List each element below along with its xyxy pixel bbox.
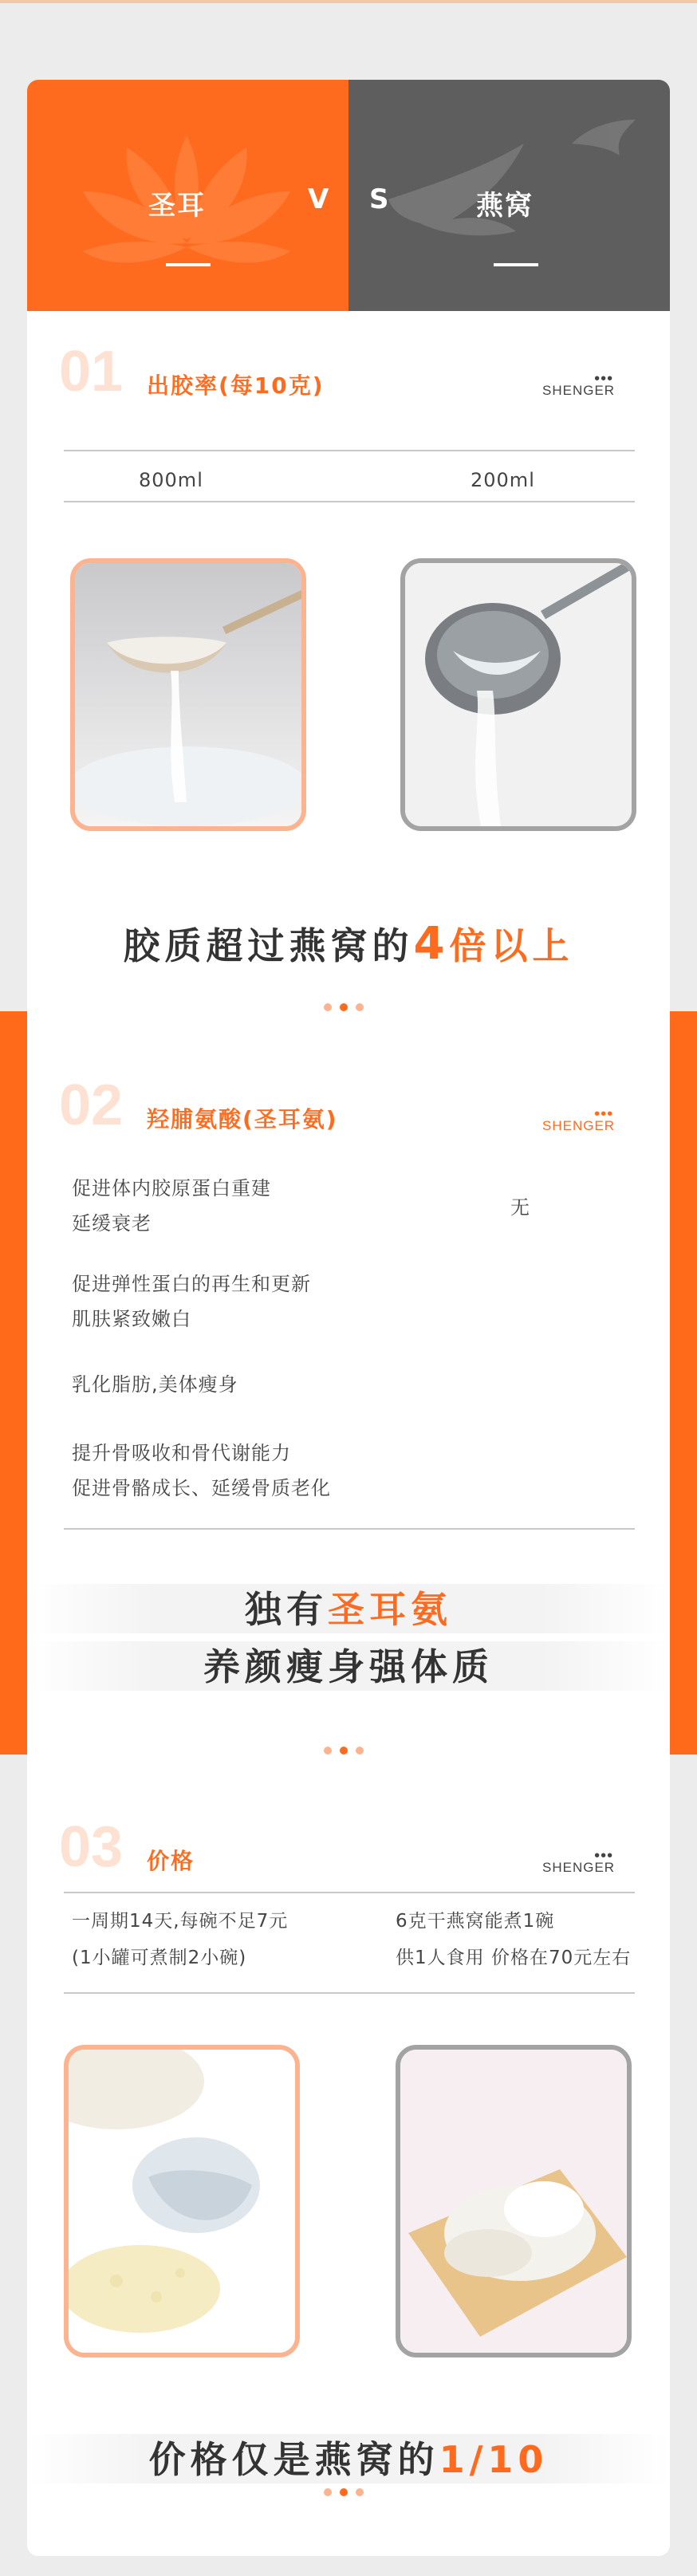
benefit-line: 乳化脂肪,美体瘦身 <box>72 1373 238 1396</box>
slogan1-number: 4 <box>413 918 450 970</box>
section3-title: 价格 <box>147 1848 195 1874</box>
section3-slogan <box>27 2431 670 2483</box>
slogan1-pre: 胶质超过燕窝的 <box>123 924 414 967</box>
right-value: 200ml <box>471 469 535 491</box>
benefit-line: 促进骨骼成长、延缓骨质老化 <box>72 1477 331 1499</box>
bird-nest-product-photo <box>396 2045 632 2357</box>
price-line: 供1人食用 价格在70元左右 <box>396 1948 632 1968</box>
vs-letter-s: S <box>369 183 389 215</box>
pagination-dots-3 <box>324 2488 372 2496</box>
left-title-underline <box>166 263 211 266</box>
benefit-line: 促进体内胶原蛋白重建 <box>72 1177 271 1199</box>
right-orange-band <box>670 1011 697 1755</box>
spoon-photo <box>70 558 306 831</box>
comparison-card-1 <box>27 80 670 1013</box>
comparison-card-2 <box>27 1013 670 1755</box>
vs-letter-v: V <box>308 183 329 215</box>
benefit-line: 提升骨吸收和骨代谢能力 <box>72 1442 291 1464</box>
divider-top <box>64 1892 635 1893</box>
slogan1-post: 倍以上 <box>449 924 574 967</box>
divider-top <box>64 450 635 451</box>
benefit-3 <box>72 1369 238 1396</box>
brand-dots: ••• <box>594 1105 614 1123</box>
pagination-dots-2 <box>324 1747 372 1755</box>
brand-dots: ••• <box>594 370 614 388</box>
bird-nest-spoon-photo <box>400 558 636 831</box>
right-value-none: 无 <box>510 1196 530 1219</box>
benefit-2 <box>72 1266 311 1337</box>
slogan2-pre: 独有 <box>245 1588 328 1631</box>
right-title: 燕窝 <box>476 190 534 222</box>
price-line: 一周期14天,每碗不足7元 <box>72 1911 289 1932</box>
right-title-underline <box>494 263 538 266</box>
brand-logo <box>542 1105 616 1134</box>
dot <box>324 1003 332 1011</box>
shenger-header-panel <box>27 80 348 311</box>
dot <box>356 1003 364 1011</box>
dot-active <box>340 1747 348 1755</box>
brand-dots: ••• <box>594 1847 614 1865</box>
dot <box>324 1747 332 1755</box>
brand-logo <box>542 370 616 399</box>
dot <box>324 2488 332 2496</box>
dot-active <box>340 2488 348 2496</box>
section1-slogan <box>83 917 614 970</box>
slogan3-pre: 价格仅是燕窝的 <box>148 2438 439 2481</box>
section1-title: 出胶率(每10克) <box>147 372 325 399</box>
section2-slogan-1 <box>27 1581 670 1633</box>
benefit-line: 促进弹性蛋白的再生和更新 <box>72 1273 311 1295</box>
divider <box>64 1528 635 1530</box>
left-value: 800ml <box>139 469 203 491</box>
benefit-4 <box>72 1436 331 1506</box>
bird-nest-header-panel <box>348 80 670 311</box>
section2-title: 羟脯氨酸(圣耳氨) <box>147 1106 338 1132</box>
benefit-1 <box>72 1171 271 1241</box>
section3-number: 03 <box>59 1815 124 1879</box>
price-line: 6克干燕窝能煮1碗 <box>396 1911 555 1932</box>
brand-logo <box>542 1847 616 1876</box>
benefit-line: 延缓衰老 <box>72 1212 152 1235</box>
dot <box>356 1747 364 1755</box>
price-right <box>396 1903 631 1976</box>
price-left <box>72 1903 288 1976</box>
section2-slogan-2: 养颜瘦身强体质 <box>203 1645 494 1688</box>
divider-bottom <box>64 1992 635 1994</box>
price-line: (1小罐可煮制2小碗) <box>72 1948 247 1968</box>
comparison-card-3 <box>27 1755 670 2556</box>
dot <box>356 2488 364 2496</box>
section1-number: 01 <box>59 340 124 404</box>
slogan3-accent: 1/10 <box>439 2438 549 2481</box>
left-orange-band <box>0 1011 27 1755</box>
divider-bottom <box>64 501 635 502</box>
benefit-line: 肌肤紧致嫩白 <box>72 1308 191 1330</box>
shenger-product-photo <box>64 2045 300 2357</box>
top-accent-line <box>0 0 697 3</box>
slogan2-accent: 圣耳氨 <box>328 1588 452 1631</box>
left-title: 圣耳 <box>148 190 206 222</box>
brand-text: SHENGER <box>542 1118 616 1133</box>
brand-text: SHENGER <box>542 1860 616 1875</box>
section2-number: 02 <box>59 1073 124 1137</box>
dot-active <box>340 1003 348 1011</box>
pagination-dots-1 <box>324 1003 372 1011</box>
brand-text: SHENGER <box>542 383 616 398</box>
